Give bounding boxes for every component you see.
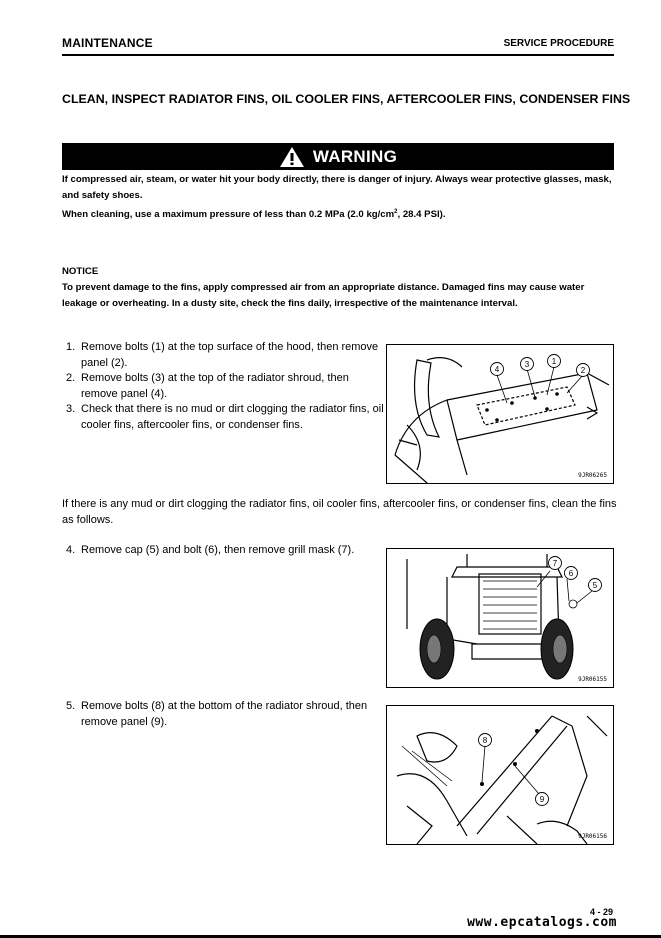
- notice-text: To prevent damage to the fins, apply compressed air from an appropriate distance. Damaged fins may cause water leakage or overheating. In a dusty site, check the fins daily, irrespective of the maintenance interval.: [62, 282, 585, 309]
- figure-grill-mask: [386, 548, 614, 688]
- callout-7: 7: [552, 559, 558, 568]
- callout-9: 9: [539, 795, 545, 804]
- shroud-illustration: [387, 706, 613, 844]
- header-procedure-label: SERVICE PROCEDURE: [503, 38, 614, 49]
- header-rule: [62, 54, 614, 56]
- list-item: 3. Check that there is no mud or dirt clogging the radiator fins, oil cooler fins, aftercooler fins, or condenser fins.: [66, 403, 384, 431]
- list-item: 2. Remove bolts (3) at the top of the radiator shroud, then remove panel (4).: [66, 372, 349, 400]
- figure-hood-panels: [386, 344, 614, 484]
- notice-heading: NOTICE: [62, 266, 99, 277]
- list-item: 4. Remove cap (5) and bolt (6), then remove grill mask (7).: [66, 544, 355, 556]
- grill-illustration: [387, 549, 613, 687]
- figure-code: 9JR06155: [578, 676, 607, 683]
- warning-label: WARNING: [312, 146, 398, 166]
- step-5: [66, 699, 384, 730]
- steps-list: [66, 340, 384, 434]
- callout-1: 1: [551, 357, 557, 366]
- hood-illustration: [387, 345, 613, 483]
- page-title: CLEAN, INSPECT RADIATOR FINS, OIL COOLER FINS, AFTERCOOLER FINS, CONDENSER FINS: [62, 92, 631, 106]
- warning-text: [62, 172, 614, 223]
- warning-triangle-icon: [279, 146, 305, 168]
- warning-line-2: When cleaning, use a maximum pressure of less than 0.2 MPa (2.0 $kg/cm^2$, 28.4 PSI).: [62, 209, 446, 221]
- callout-6: 6: [568, 569, 574, 578]
- figure-radiator-shroud: [386, 705, 614, 845]
- header-section-label: MAINTENANCE: [62, 36, 153, 50]
- callout-8: 8: [482, 736, 488, 745]
- step-4: [66, 543, 384, 559]
- warning-banner: [62, 143, 614, 170]
- list-item: 5. Remove bolts (8) at the bottom of the radiator shroud, then remove panel (9).: [66, 700, 368, 728]
- watermark-text: www.epcatalogs.com: [467, 915, 617, 930]
- callout-4: 4: [494, 365, 500, 374]
- page-number: 4 - 29: [589, 907, 613, 917]
- figure-code: 9JR06156: [578, 833, 607, 840]
- list-item: 1. Remove bolts (1) at the top surface of the hood, then remove panel (2).: [66, 341, 379, 369]
- body-paragraph: If there is any mud or dirt clogging the radiator fins, oil cooler fins, aftercooler fins, or condenser fins, clean the fins as follows.: [62, 498, 617, 526]
- callout-5: 5: [592, 581, 598, 590]
- figure-code: 9JR06265: [578, 472, 607, 479]
- warning-line-1: If compressed air, steam, or water hit your body directly, there is danger of injury. Always wear protective glasses, mask, and safety shoes.: [62, 174, 612, 201]
- callout-3: 3: [524, 360, 530, 369]
- callout-2: 2: [580, 366, 586, 375]
